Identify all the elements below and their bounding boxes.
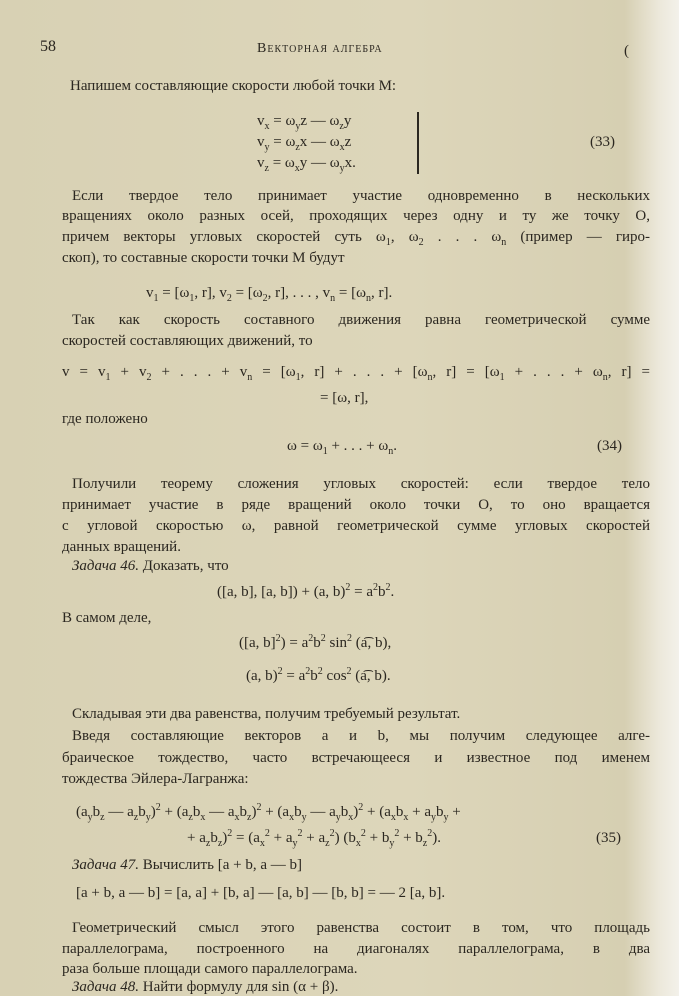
margin-mark: ( bbox=[624, 43, 629, 59]
task-text: Доказать, что bbox=[142, 558, 229, 574]
equation-number: (35) bbox=[596, 830, 621, 846]
equation-33-line: $v_y = \omega_zx$ — $\omega_xz$ bbox=[257, 134, 352, 153]
equation-v: $v_1 = [\omega_1$, r], $v_2 = [\omega_2$, r], . . . , $v_n = [\omega_n$, r]. bbox=[146, 285, 393, 304]
paragraph-line: с угловой скоростью ω, равной геометрической сумме угловых скоростей bbox=[62, 518, 650, 534]
paragraph-line: данных вращений. bbox=[62, 539, 181, 555]
paragraph-line: В самом деле, bbox=[62, 610, 152, 626]
equation-number: (33) bbox=[590, 134, 615, 150]
task-48 bbox=[72, 978, 338, 996]
task-label: Задача 47. bbox=[72, 857, 139, 873]
page-number: 58 bbox=[40, 38, 56, 55]
paragraph-line: параллелограма, построенного на диагоналях параллелограма, в два bbox=[62, 941, 650, 957]
paragraph-line: Получили теорему сложения угловых скоростей: если твердое тело bbox=[72, 476, 650, 492]
paragraph-line: Введя составляющие векторов a и b, мы получим следующее алге- bbox=[72, 728, 650, 744]
equation-sin: ([a, $b]^2) = a^2b^2$ $\sin^2$ (a͡, b), bbox=[239, 633, 392, 651]
equation-46: ([a, b], [a, b]) + (a, $b)^2 = a^2b^2$. bbox=[217, 582, 395, 600]
equation-number: (34) bbox=[597, 438, 622, 454]
paragraph-line: принимает участие в ряде вращений около точки O, то оно вращается bbox=[62, 497, 650, 513]
equation-cos: (a, $b)^2 = a^2b^2$ $\cos^2$ (a͡, b). bbox=[246, 666, 391, 684]
paragraph-line: Если твердое тело принимает участие одновременно в нескольких bbox=[72, 188, 650, 204]
equation-33-line: $v_x = \omega_yz$ — $\omega_zy$ bbox=[257, 113, 352, 132]
equation-35-line: + $a_zb_z)^2 = (a_x^2 + a_y^2 + a_z^2)$ $(b_x^2 + b_y^2 + b_z^2)$. bbox=[187, 828, 441, 849]
task-47 bbox=[72, 856, 302, 874]
paragraph-line: браическое тождество, часто встречающееся и известное под именем bbox=[62, 750, 650, 766]
task-46 bbox=[72, 557, 229, 575]
paragraph-line: тождества Эйлера-Лагранжа: bbox=[62, 771, 249, 787]
paragraph-line: скоростей составляющих движений, то bbox=[62, 333, 313, 349]
task-text: Найти формулу для sin (α + β). bbox=[142, 979, 339, 995]
paragraph-line: Геометрический смысл этого равенства состоит в том, что площадь bbox=[72, 920, 650, 936]
equation-33-line: $v_z = \omega_xy$ — $\omega_yx$. bbox=[257, 155, 356, 174]
equation-sum: = [ω, r], bbox=[320, 390, 369, 406]
paragraph-line: Так как скорость составного движения равна геометрической сумме bbox=[72, 312, 650, 328]
running-title: Векторная алгебра bbox=[257, 41, 383, 56]
equation-sum: $v = v_1 + v_2$ + . . . + $v_n = [\omega_1$, r] + . . . + [$\omega_n$, $r] = [\omega_1$ + . . . + $\omega_n$, r] = bbox=[62, 364, 650, 381]
paragraph-line: причем векторы угловых скоростей суть $\omega_1$, $\omega_2$ . . . $\omega_n$ (пример — гиро- bbox=[62, 229, 650, 246]
paragraph-line: вращениях около разных осей, проходящих через одну и ту же точку O, bbox=[62, 208, 650, 224]
task-label: Задача 46. bbox=[72, 558, 139, 574]
task-label: Задача 48. bbox=[72, 979, 139, 995]
paragraph-line: Складывая эти два равенства, получим требуемый результат. bbox=[72, 706, 461, 722]
equation-35-line: ($a_yb_z$ — $a_zb_y)^2 + (a_zb_x$ — $a_xb_z)^2 + (a_xb_y$ — $a_yb_x)^2 + (a_xb_x + a_yb_y$ + bbox=[76, 802, 461, 823]
paragraph-line: где положено bbox=[62, 411, 148, 427]
equation-brace bbox=[417, 112, 419, 174]
paragraph-line: Напишем составляющие скорости любой точки M: bbox=[70, 78, 397, 94]
equation-34: $\omega = \omega_1$ + . . . + $\omega_n$. bbox=[287, 438, 398, 457]
task-text: Вычислить [a + b, a — b] bbox=[142, 857, 302, 873]
paragraph-line: скоп), то составные скорости точки M будут bbox=[62, 250, 345, 266]
equation-47: [a + b, a — b] = [a, a] + [b, a] — [a, b] — [b, b] = — 2 [a, b]. bbox=[76, 885, 446, 901]
paragraph-line: раза больше площади самого параллелограма. bbox=[62, 961, 358, 977]
